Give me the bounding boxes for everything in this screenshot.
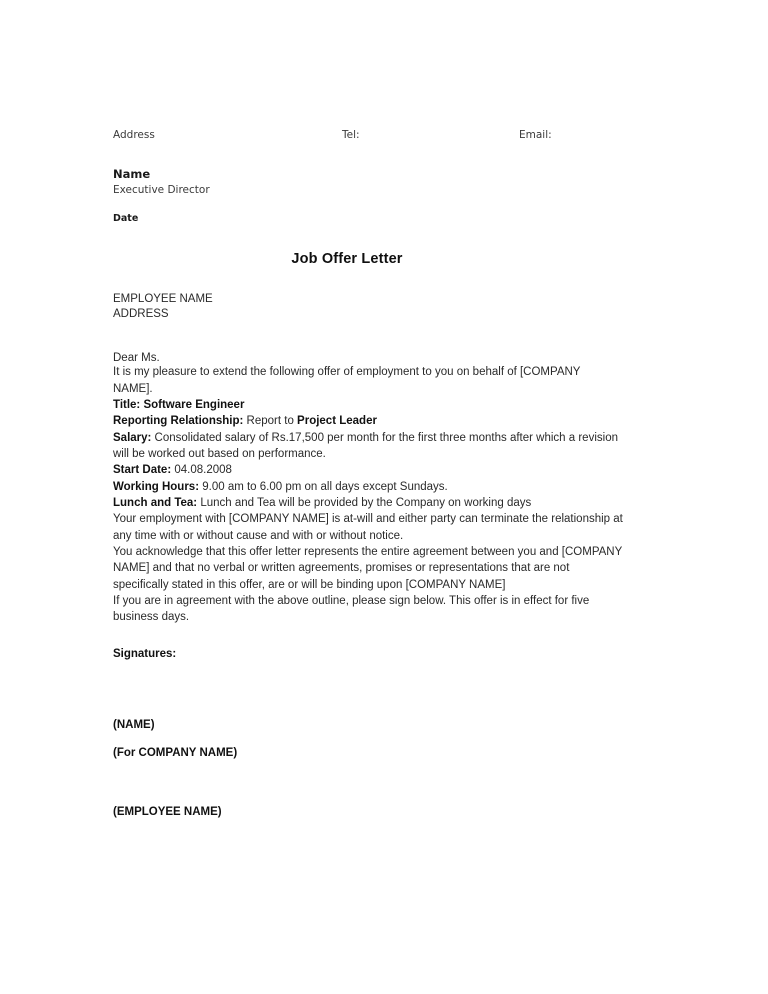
signatures-heading: Signatures: [113,647,177,660]
at-will-paragraph: Your employment with [COMPANY NAME] is at-will and either party can terminate the relationship at any time with or without cause and with or without notice. [113,513,623,542]
letter-body [113,128,623,818]
recipient-block [113,292,623,322]
signature-employee-placeholder: (EMPLOYEE NAME) [113,805,222,818]
telephone-label: Tel: [342,129,360,141]
reporting-relationship-label: Reporting Relationship: [113,415,244,428]
email-label: Email: [519,129,552,141]
acknowledgement-paragraph: You acknowledge that this offer letter represents the entire agreement between you and [COMPANY NAME] and that no verbal or written agreements, promises or representations that are not specifically stated in this offer, are or will be binding upon [COMPANY NAME] [113,545,623,591]
start-date-label: Start Date: [113,464,172,477]
working-hours-line [113,479,623,495]
reporting-relationship-value: Project Leader [297,415,377,428]
sender-name: Name [113,167,151,181]
working-hours-value: 9.00 am to 6.00 pm on all days except Sundays. [199,480,448,493]
start-date-line [113,462,623,478]
start-date-value: 04.08.2008 [171,464,232,477]
address-label: Address [113,129,155,141]
job-title-label: Title: Software Engineer [113,398,245,411]
contact-row [113,128,623,144]
page-title: Job Offer Letter [291,250,403,267]
lunch-and-tea-label: Lunch and Tea: [113,496,198,509]
recipient-name: EMPLOYEE NAME [113,292,213,305]
signature-name-placeholder: (NAME) [113,718,155,731]
recipient-address: ADDRESS [113,308,169,321]
salary-label: Salary: [113,431,152,444]
lunch-and-tea-value: Lunch and Tea will be provided by the Company on working days [197,496,532,509]
salary-line [113,430,623,463]
salary-value: Consolidated salary of Rs.17,500 per month for the first three months after which a revision will be worked out based on performance. [113,431,618,460]
lunch-and-tea-line [113,495,623,511]
reporting-relationship-text: Report to [243,415,298,428]
sender-role: Executive Director [113,183,210,196]
salutation: Dear Ms. [113,352,160,365]
working-hours-label: Working Hours: [113,480,200,493]
signature-company-placeholder: (For COMPANY NAME) [113,746,238,759]
intro-paragraph: It is my pleasure to extend the following offer of employment to you on behalf of [COMPANY NAME]. [113,366,581,395]
letterhead [113,128,623,226]
closing-paragraph: If you are in agreement with the above outline, please sign below. This offer is in effect for five business days. [113,594,590,624]
date-label: Date [113,213,139,225]
job-title-line [113,397,623,413]
reporting-relationship-line [113,413,623,429]
